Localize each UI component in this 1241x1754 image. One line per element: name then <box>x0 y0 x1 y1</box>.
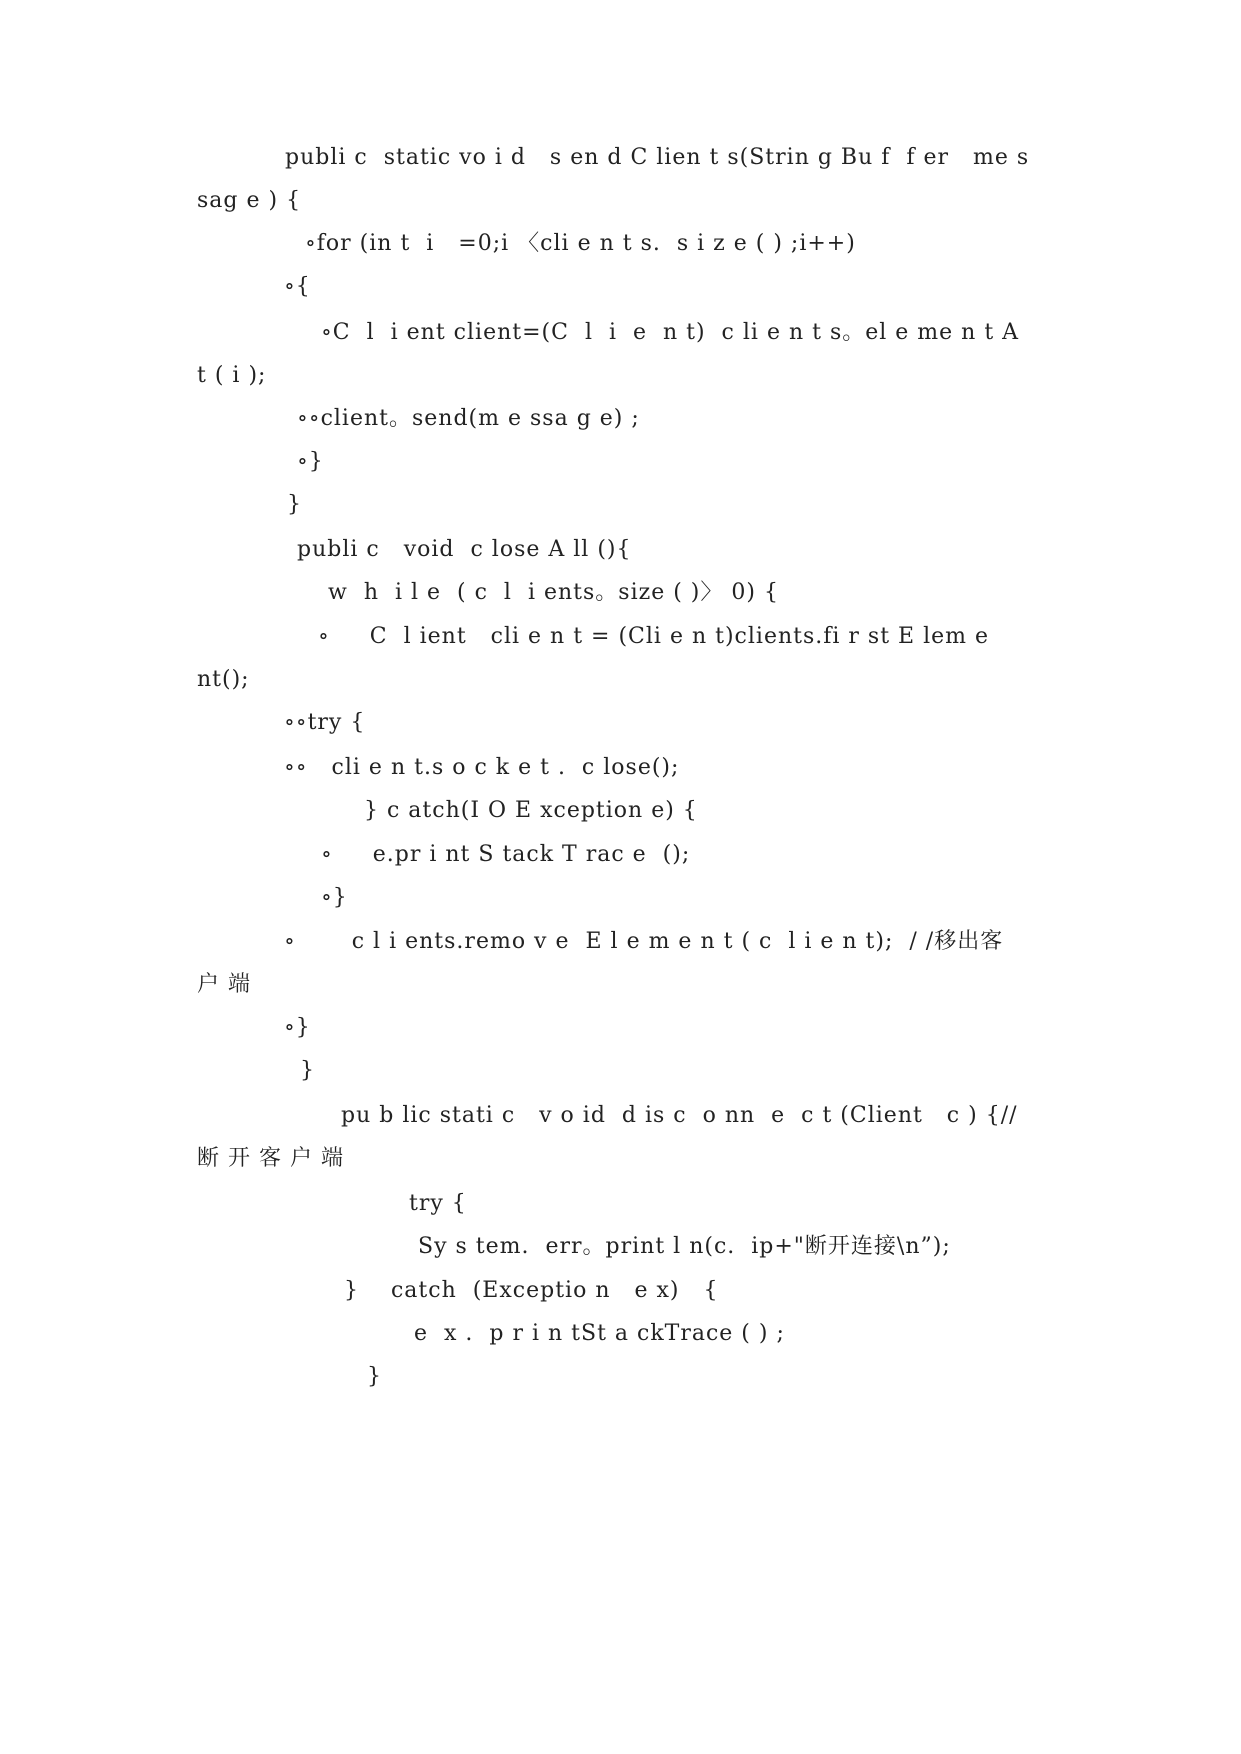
code-line: sag e ) { <box>197 188 302 213</box>
code-line: ∘for (in t i =0;i 〈cli e n t s. s i z e ( ) ;i++) <box>305 231 856 256</box>
code-line: } <box>300 1058 315 1083</box>
code-line: ∘ C l ient cli e n t = (Cli e n t)clients.fi r st E lem e <box>318 624 990 649</box>
code-line: ∘ e.pr i nt S tack T rac e (); <box>321 842 691 867</box>
code-line: } <box>367 1364 382 1389</box>
code-line: ∘{ <box>284 274 311 299</box>
code-line: } <box>287 492 302 517</box>
code-line: } catch (Exceptio n e x) { <box>344 1278 719 1303</box>
code-line: w h i l e ( c l i ents。size ( )〉 0) { <box>328 580 779 605</box>
code-line: ∘ c l i ents.remo v e E l e m e n t ( c l i e n t); / /移出客 <box>284 929 1004 954</box>
code-line: publi c void c lose A ll (){ <box>297 537 632 562</box>
code-line: Sy s tem. err。print l n(c. ip+"断开连接\n”); <box>418 1234 951 1259</box>
code-line: 户 端 <box>197 972 251 997</box>
code-line: pu b lic stati c v o id d is c o nn e c t (Client c ) {// <box>341 1103 1018 1128</box>
code-line: ∘∘client。send(m e ssa g e) ; <box>297 406 640 431</box>
code-line: ∘C l i ent client=(C l i e n t) c li e n t s。el e me n t A <box>321 320 1020 345</box>
code-line: publi c static vo i d s en d C lien t s(Strin g Bu f f er me s <box>285 145 1030 170</box>
code-line: try { <box>409 1191 467 1216</box>
code-line: } c atch(I O E xception e) { <box>364 798 698 823</box>
code-line: 断 开 客 户 端 <box>197 1146 344 1171</box>
code-line: ∘} <box>297 449 324 474</box>
code-line: ∘} <box>321 885 348 910</box>
code-line: ∘} <box>284 1015 311 1040</box>
code-line: ∘∘ cli e n t.s o c k e t . c lose(); <box>284 755 680 780</box>
code-line: t ( i ); <box>197 363 267 388</box>
code-line: e x . p r i n tSt a ckTrace ( ) ; <box>414 1321 785 1346</box>
code-line: nt(); <box>197 667 250 692</box>
code-line: ∘∘try { <box>284 710 366 735</box>
